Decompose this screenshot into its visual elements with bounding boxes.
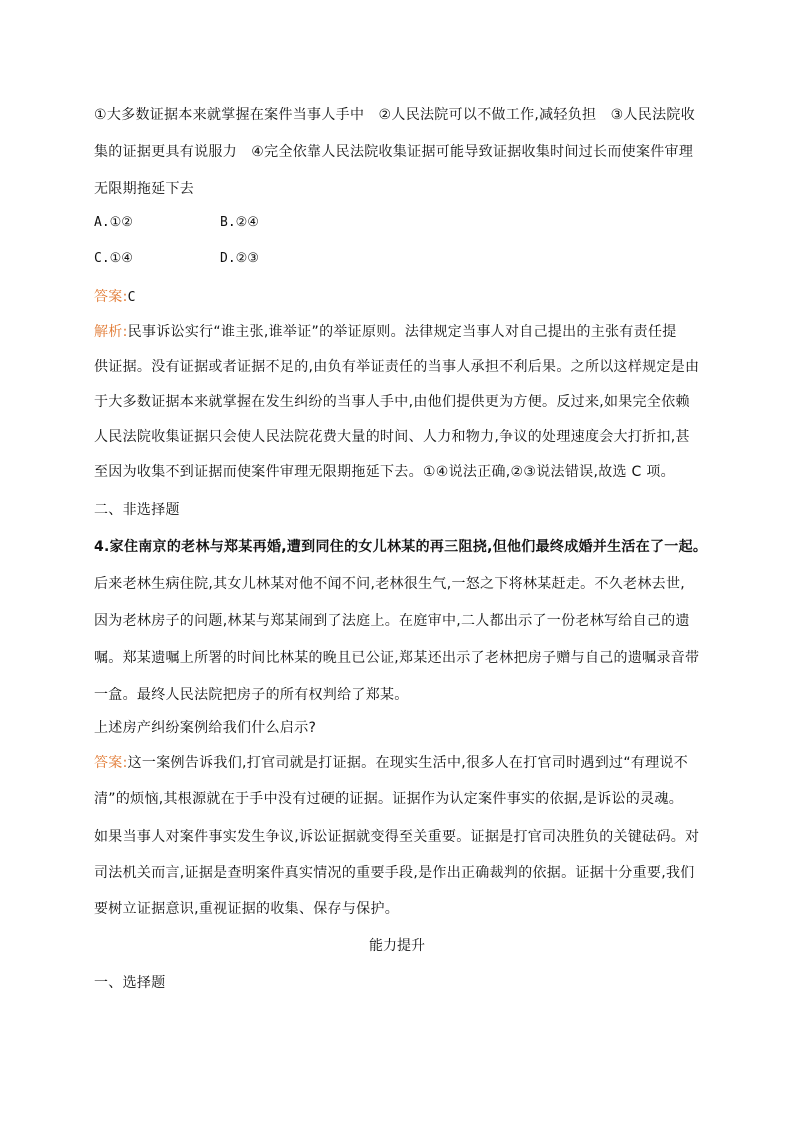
q3-option-b: B.②④ [220, 215, 259, 230]
q4-answer-label: 答案: [94, 755, 128, 771]
q4-question: 上述房产纠纷案例给我们什么启示? [94, 720, 317, 736]
q3-analysis-text-1: 民事诉讼实行“谁主张,谁举证”的举证原则。法律规定当事人对自己提出的主张有责任提 [127, 324, 677, 340]
q3-answer-value: C [127, 290, 136, 305]
q3-option-d: D.②③ [220, 251, 259, 266]
q3-stem-line-1: ①大多数证据本来就掌握在案件当事人手中 ②人民法院可以不做工作,减轻负担 ③人民法院收 [94, 107, 695, 123]
q3-analysis-line-5: 至因为收集不到证据而使案件审理无限期拖延下去。①④说法正确,②③说法错误,故选 C 项。 [94, 464, 675, 480]
q4-stem-line-2: 后来老林生病住院,其女儿林某对他不闻不问,老林很生气,一怒之下将林某赶走。不久老林去世, [94, 576, 685, 592]
q4-answer-line-2: 清”的烦恼,其根源就在于手中没有过硬的证据。证据作为认定案件事实的依据,是诉讼的灵魂。 [94, 791, 684, 807]
section-ability-title: 能力提升 [369, 938, 425, 954]
q3-answer [94, 288, 136, 307]
q3-analysis-label: 解析: [94, 324, 128, 340]
q4-answer-text-1: 这一案例告诉我们,打官司就是打证据。在现实生活中,很多人在打官司时遇到过“有理说不 [127, 755, 689, 771]
q4-answer-line-1 [94, 754, 688, 772]
q3-analysis-line-1 [94, 323, 677, 341]
section-non-choice-title: 二、非选择题 [94, 502, 180, 518]
q4-answer-line-5: 要树立证据意识,重视证据的收集、保存与保护。 [94, 901, 400, 917]
q3-analysis-line-3: 于大多数证据本来就掌握在发生纠纷的当事人手中,由他们提供更为方便。反过来,如果完全依赖 [94, 394, 690, 410]
q4-stem-line-3: 因为老林房子的问题,林某与郑某闹到了法庭上。在庭审中,二人都出示了一份老林写给自己的遗 [94, 613, 690, 629]
q4-answer-line-4: 司法机关而言,证据是查明案件真实情况的重要手段,是作出正确裁判的依据。证据十分重要,我们 [94, 865, 695, 881]
q3-answer-label: 答案: [94, 289, 128, 305]
q3-option-c: C.①④ [94, 251, 133, 266]
q4-stem-line-5: 一盒。最终人民法院把房子的所有权判给了郑某。 [94, 687, 409, 703]
q4-stem-line-1: 4.家住南京的老林与郑某再婚,遭到同住的女儿林某的再三阻挠,但他们最终成婚并生活在了一起。 [94, 539, 708, 555]
q3-analysis-line-2: 供证据。没有证据或者证据不足的,由负有举证责任的当事人承担不利后果。之所以这样规定是由 [94, 359, 700, 375]
q3-stem-line-3: 无限期拖延下去 [94, 181, 195, 197]
q3-analysis-line-4: 人民法院收集证据只会使人民法院花费大量的时间、人力和物力,争议的处理速度会大打折扣,甚 [94, 429, 690, 445]
q3-option-a: A.①② [94, 215, 133, 230]
q3-stem-line-2: 集的证据更具有说服力 ④完全依靠人民法院收集证据可能导致证据收集时间过长而使案件审理 [94, 144, 694, 160]
q4-stem-line-4: 嘱。郑某遗嘱上所署的时间比林某的晚且已公证,郑某还出示了老林把房子赠与自己的遗嘱录音带 [94, 650, 700, 666]
section-choice-title: 一、选择题 [94, 975, 166, 991]
q4-answer-line-3: 如果当事人对案件事实发生争议,诉讼证据就变得至关重要。证据是打官司决胜负的关键砝码。对 [94, 829, 700, 845]
